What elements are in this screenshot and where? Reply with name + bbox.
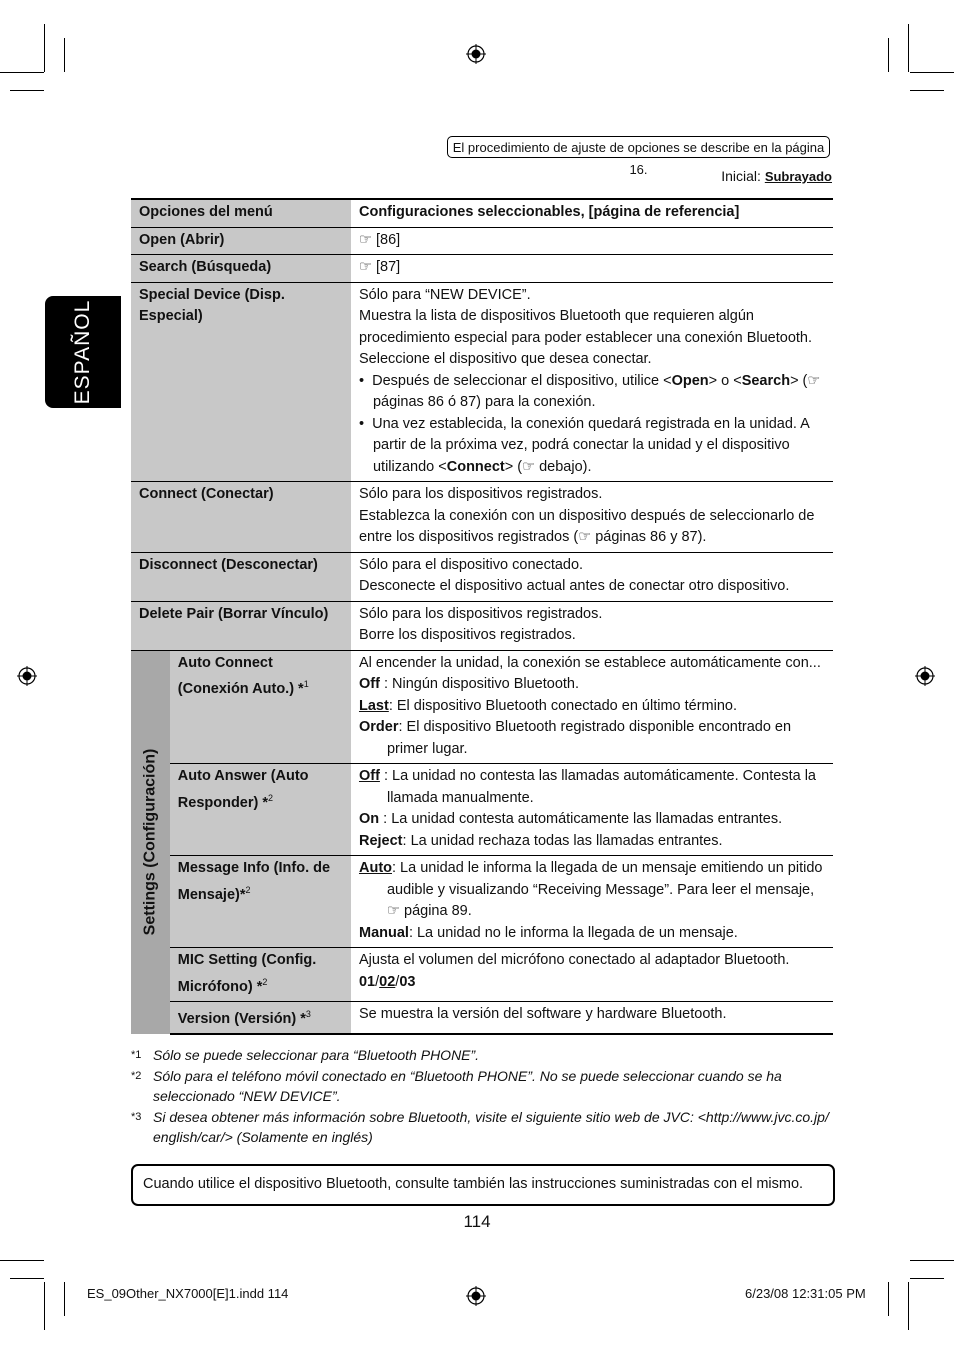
bullet-text: > (☞ debajo). bbox=[504, 458, 592, 475]
header-selectable-settings: Configuraciones seleccionables, [página de referencia] bbox=[351, 199, 833, 227]
option-reference: ☞ [86] bbox=[351, 227, 833, 255]
table-row-search bbox=[131, 255, 833, 283]
footnote-text: Sólo para el teléfono móvil conectado en “Bluetooth PHONE”. No se puede seleccionar cuando se ha seleccionado “NEW DEVICE”. bbox=[153, 1068, 782, 1104]
setting-desc: : La unidad le informa la llegada de un mensaje emitiendo un pitido audible y visualizando “Receiving Message”. Para leer el mensaje, ☞ página 89. bbox=[386, 860, 823, 919]
bullet-text: > (☞ páginas 86 ó 87) para la conexión. bbox=[372, 372, 821, 410]
option-description bbox=[351, 1001, 833, 1034]
bullet-item: • Una vez establecida, la conexión quedará registrada en la unidad. A partir de la próxima vez, podrá conectar la unidad y el dispositivo utilizando <Connect> (☞ debajo). bbox=[358, 415, 810, 475]
setting-value bbox=[359, 923, 826, 945]
setting-desc: : El dispositivo Bluetooth conectado en último término. bbox=[388, 697, 738, 714]
footnote-2 bbox=[131, 1066, 831, 1106]
table-row-mic-setting bbox=[131, 948, 833, 1002]
option-description bbox=[351, 282, 833, 482]
registration-mark-icon bbox=[466, 1286, 486, 1306]
crop-mark bbox=[64, 38, 65, 72]
table-row-delete-pair bbox=[131, 601, 833, 650]
option-description bbox=[351, 552, 833, 601]
description-line: Al encender la unidad, la conexión se establece automáticamente con... bbox=[358, 654, 821, 671]
setting-desc: : La unidad no le informa la llegada de un mensaje. bbox=[408, 924, 738, 941]
option-name-text: MIC Setting (Config. Micrófono) * bbox=[177, 952, 317, 995]
setting-value bbox=[359, 717, 826, 760]
setting-value bbox=[359, 766, 826, 809]
mic-levels bbox=[359, 972, 826, 994]
initial-value: Subrayado bbox=[764, 169, 832, 184]
setting-desc: : La unidad contesta automáticamente las llamadas entrantes. bbox=[379, 811, 783, 827]
option-name: Open (Abrir) bbox=[131, 227, 351, 255]
setting-key: Order bbox=[358, 719, 399, 735]
footnote-mark: *1 bbox=[131, 1049, 142, 1061]
footnote-text: Si desea obtener más información sobre Bluetooth, visite el siguiente sitio web de JVC: <http://www.jvc.co.jp/ english/car/> (Solamente en inglés) bbox=[153, 1109, 829, 1145]
description-line: Establezca la conexión con un dispositivo después de seleccionarlo de entre los dispositivos registrados (☞ páginas 86 y 87). bbox=[358, 507, 815, 545]
option-description bbox=[351, 764, 833, 856]
option-name: Special Device (Disp. Especial) bbox=[131, 282, 351, 482]
bullet-text: > o < bbox=[708, 372, 742, 389]
separator: / bbox=[395, 973, 400, 990]
language-tab-label: ESPAÑOL bbox=[71, 299, 94, 405]
option-name bbox=[170, 948, 351, 1002]
setting-value bbox=[359, 858, 826, 923]
description-line: Sólo para los dispositivos registrados. bbox=[358, 486, 603, 502]
header-menu-options: Opciones del menú bbox=[131, 199, 351, 227]
crop-mark bbox=[910, 90, 944, 91]
registration-mark-icon bbox=[17, 666, 37, 686]
option-name: Disconnect (Desconectar) bbox=[131, 552, 351, 601]
menu-options-table bbox=[131, 198, 833, 1035]
crop-mark bbox=[888, 38, 889, 72]
crop-mark bbox=[910, 72, 954, 73]
option-description bbox=[351, 948, 833, 1002]
option-name-text: Auto Answer (Auto Responder) * bbox=[177, 768, 309, 811]
setting-key-default: Off bbox=[358, 768, 380, 784]
crop-mark bbox=[10, 90, 44, 91]
crop-mark bbox=[910, 1260, 954, 1261]
table-row-connect bbox=[131, 482, 833, 553]
crop-mark bbox=[10, 1278, 44, 1279]
description-line: Sólo para “NEW DEVICE”. bbox=[358, 286, 531, 303]
description-line: Muestra la lista de dispositivos Bluetooth que requieren algún procedimiento especial para poder establecer una conexión Bluetooth. Seleccione el dispositivo que desea conectar. bbox=[358, 308, 813, 367]
bluetooth-instructions-note: Cuando utilice el dispositivo Bluetooth, consulte también las instrucciones suministradas con el mismo. bbox=[131, 1164, 835, 1206]
footnote-text: Sólo se puede seleccionar para “Bluetooth PHONE”. bbox=[153, 1047, 480, 1063]
setting-value bbox=[359, 831, 826, 853]
page-number: 114 bbox=[463, 1212, 491, 1231]
settings-group-text: Settings (Configuración) bbox=[141, 749, 159, 936]
settings-procedure-note: El procedimiento de ajuste de opciones se describe en la página 16. bbox=[447, 136, 830, 158]
language-tab bbox=[45, 296, 121, 408]
option-name bbox=[170, 1001, 351, 1034]
table-row-auto-answer bbox=[131, 764, 833, 856]
slug-filename: ES_09Other_NX7000[E]1.indd 114 bbox=[87, 1286, 289, 1301]
table-row-disconnect bbox=[131, 552, 833, 601]
open-keyword: Open bbox=[671, 372, 709, 389]
option-description bbox=[351, 601, 833, 650]
footnote-ref: 2 bbox=[268, 792, 274, 803]
description-line: Sólo para los dispositivos registrados. bbox=[358, 605, 603, 622]
crop-mark bbox=[0, 72, 44, 73]
setting-desc: : Ningún dispositivo Bluetooth. bbox=[379, 676, 580, 692]
setting-key: Reject bbox=[358, 832, 403, 849]
table-row-special-device bbox=[131, 282, 833, 482]
setting-value bbox=[359, 809, 826, 831]
mic-level-03: 03 bbox=[399, 973, 416, 990]
footnote-ref: 3 bbox=[305, 1008, 311, 1019]
crop-mark bbox=[44, 24, 45, 72]
option-name: Search (Búsqueda) bbox=[131, 255, 351, 283]
option-name bbox=[170, 650, 351, 764]
option-name-text: Message Info (Info. de Mensaje)* bbox=[177, 860, 331, 903]
footnote-ref: 2 bbox=[245, 884, 251, 895]
option-name-text: Version (Versión) * bbox=[177, 1010, 306, 1027]
setting-key: On bbox=[358, 811, 380, 827]
search-keyword: Search bbox=[741, 372, 791, 389]
crop-mark bbox=[0, 1260, 44, 1261]
mic-level-02-default: 02 bbox=[379, 973, 396, 990]
bullet-text: Una vez establecida, la conexión quedará registrada en la unidad. A partir de la próxima vez, podrá conectar la unidad y el dispositivo utilizando < bbox=[372, 415, 810, 475]
footnote-3 bbox=[131, 1107, 831, 1147]
option-reference: ☞ [87] bbox=[351, 255, 833, 283]
setting-key-default: Last bbox=[358, 697, 389, 714]
setting-value bbox=[359, 696, 826, 718]
crop-mark bbox=[44, 1282, 45, 1330]
setting-value bbox=[359, 674, 826, 696]
setting-key-default: Auto bbox=[358, 860, 392, 876]
table-row-version bbox=[131, 1001, 833, 1034]
footnote-1 bbox=[131, 1045, 831, 1065]
option-name-text: Auto Connect (Conexión Auto.) * bbox=[177, 654, 304, 697]
bullet-text: Después de seleccionar el dispositivo, utilice < bbox=[372, 372, 672, 389]
crop-mark bbox=[888, 1282, 889, 1316]
crop-mark bbox=[910, 1278, 944, 1279]
crop-mark bbox=[908, 24, 909, 72]
option-name bbox=[170, 856, 351, 948]
crop-mark bbox=[64, 1282, 65, 1316]
setting-desc: : La unidad rechaza todas las llamadas entrantes. bbox=[402, 832, 723, 849]
initial-label: Inicial: bbox=[721, 168, 761, 184]
slug-timestamp: 6/23/08 12:31:05 PM bbox=[745, 1286, 866, 1301]
description-line: Desconecte el dispositivo actual antes de conectar otro dispositivo. bbox=[358, 578, 790, 594]
footnote-ref: 2 bbox=[262, 976, 268, 987]
footnote-mark: *2 bbox=[131, 1070, 142, 1082]
footnote-mark: *3 bbox=[131, 1111, 142, 1123]
description-line: Borre los dispositivos registrados. bbox=[358, 627, 576, 643]
setting-desc: : El dispositivo Bluetooth registrado disponible encontrado en primer lugar. bbox=[386, 719, 792, 757]
bullet-item: • Después de seleccionar el dispositivo, utilice <Open> o <Search> (☞ páginas 86 ó 87) para la conexión. bbox=[358, 372, 821, 410]
option-description bbox=[351, 482, 833, 553]
table-row-open bbox=[131, 227, 833, 255]
initial-legend bbox=[721, 168, 832, 184]
description-line: Sólo para el dispositivo conectado. bbox=[358, 556, 584, 573]
option-name bbox=[170, 764, 351, 856]
footnote-ref: 1 bbox=[303, 679, 309, 689]
option-name: Delete Pair (Borrar Vínculo) bbox=[131, 601, 351, 650]
crop-mark bbox=[908, 1282, 909, 1330]
registration-mark-icon bbox=[466, 44, 486, 64]
setting-desc: : La unidad no contesta las llamadas automáticamente. Contesta la llamada manualmente. bbox=[379, 768, 816, 806]
setting-key: Off bbox=[358, 676, 380, 692]
setting-key: Manual bbox=[358, 924, 409, 941]
registration-mark-icon bbox=[915, 666, 935, 686]
description-line: Se muestra la versión del software y hardware Bluetooth. bbox=[358, 1005, 727, 1022]
description-line: Ajusta el volumen del micrófono conectado al adaptador Bluetooth. bbox=[358, 952, 790, 968]
mic-level-01: 01 bbox=[358, 973, 376, 990]
option-description bbox=[351, 856, 833, 948]
option-description bbox=[351, 650, 833, 764]
option-name: Connect (Conectar) bbox=[131, 482, 351, 553]
connect-keyword: Connect bbox=[446, 458, 505, 475]
table-row-auto-connect bbox=[131, 650, 833, 764]
settings-group-label bbox=[131, 650, 170, 1034]
table-header-row bbox=[131, 199, 833, 227]
table-row-message-info bbox=[131, 856, 833, 948]
separator: / bbox=[375, 973, 380, 990]
